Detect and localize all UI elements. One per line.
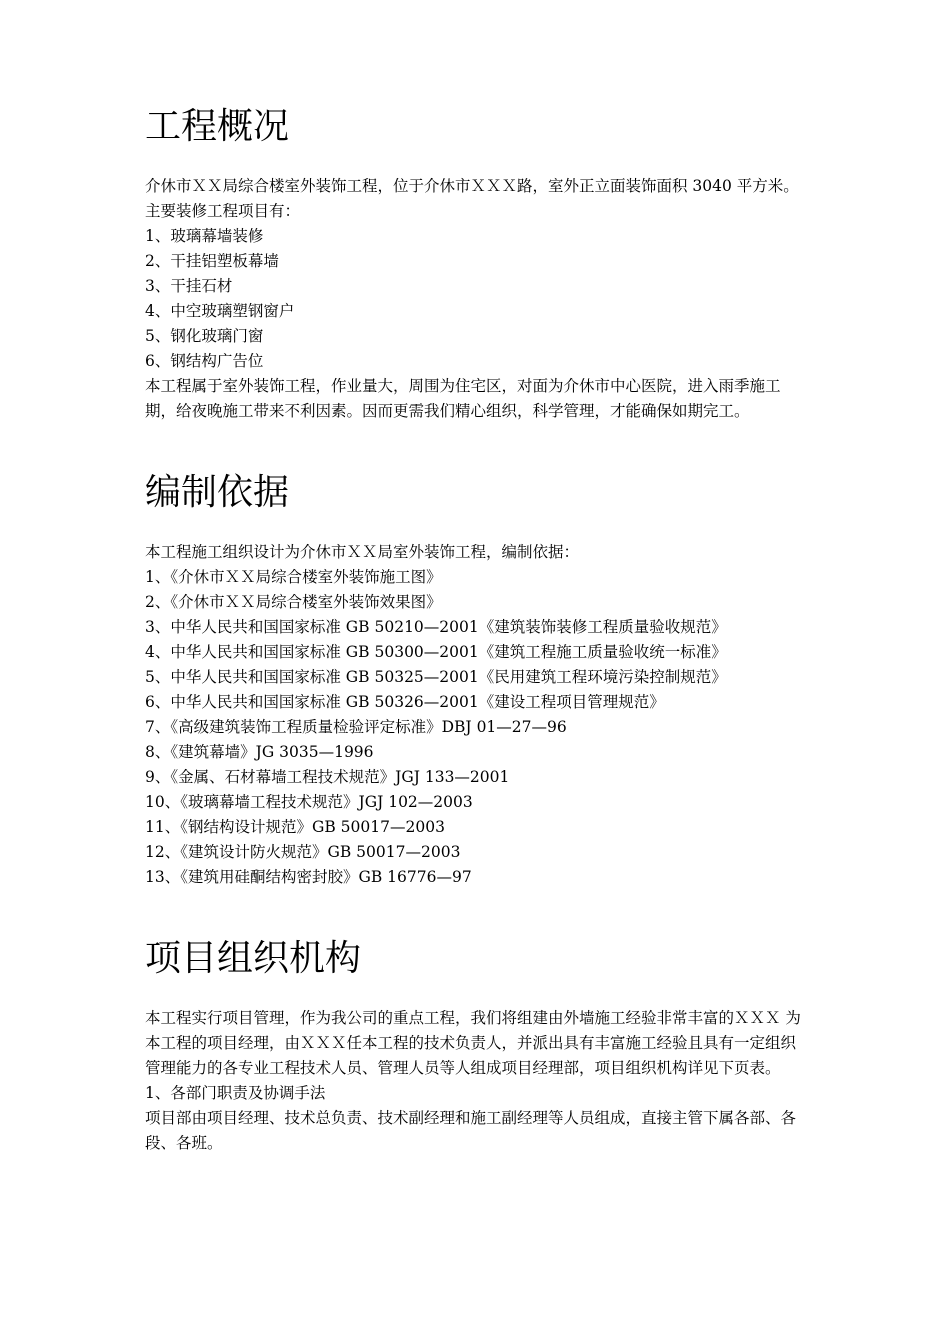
- list-item: 5、中华人民共和国国家标准 GB 50325—2001《民用建筑工程环境污染控制规范》: [145, 668, 727, 686]
- section-heading: 工程概况: [145, 106, 290, 147]
- list-item: 2、《介休市ＸＸ局综合楼室外装饰效果图》: [145, 593, 442, 611]
- section-project-overview: [145, 100, 810, 424]
- paragraph: 本工程施工组织设计为介休市ＸＸ局室外装饰工程，编制依据：: [145, 543, 580, 561]
- section-project-organization: [145, 932, 810, 1156]
- list-item: 3、中华人民共和国国家标准 GB 50210—2001《建筑装饰装修工程质量验收规范》: [145, 618, 727, 636]
- list-item: 6、钢结构广告位: [145, 352, 264, 370]
- paragraph: 主要装修工程项目有：: [145, 202, 301, 220]
- list-item: 8、《建筑幕墙》JG 3035—1996: [145, 743, 374, 761]
- list-item: 13、《建筑用硅酮结构密封胶》GB 16776—97: [145, 868, 472, 886]
- section-body: [145, 1006, 810, 1156]
- list-item: 3、干挂石材: [145, 277, 233, 295]
- list-item: 9、《金属、石材幕墙工程技术规范》JGJ 133—2001: [145, 768, 510, 786]
- list-item: 2、干挂铝塑板幕墙: [145, 252, 279, 270]
- list-item: 12、《建筑设计防火规范》GB 50017—2003: [145, 843, 461, 861]
- list-item: 11、《钢结构设计规范》GB 50017—2003: [145, 818, 445, 836]
- section-compilation-basis: [145, 466, 810, 890]
- paragraph: 介休市ＸＸ局综合楼室外装饰工程，位于介休市ＸＸＸ路，室外正立面装饰面积 3040 平方米。: [145, 177, 799, 195]
- list-item: 1、玻璃幕墙装修: [145, 227, 264, 245]
- section-heading: 项目组织机构: [145, 938, 362, 979]
- list-item: 4、中空玻璃塑钢窗户: [145, 302, 295, 320]
- list-item: 6、中华人民共和国国家标准 GB 50326—2001《建设工程项目管理规范》: [145, 693, 665, 711]
- list-item: 4、中华人民共和国国家标准 GB 50300—2001《建筑工程施工质量验收统一标准》: [145, 643, 727, 661]
- list-item: 5、钢化玻璃门窗: [145, 327, 264, 345]
- section-heading: 编制依据: [145, 472, 290, 513]
- paragraph: 项目部由项目经理、技术总负责、技术副经理和施工副经理等人员组成，直接主管下属各部、各段、各班。: [145, 1109, 797, 1152]
- paragraph: 本工程属于室外装饰工程，作业量大，周围为住宅区，对面为介休市中心医院，进入雨季施工期，给夜晚施工带来不利因素。因而更需我们精心组织，科学管理，才能确保如期完工。: [145, 377, 781, 420]
- list-item: 1、《介休市ＸＸ局综合楼室外装饰施工图》: [145, 568, 442, 586]
- section-body: [145, 174, 810, 424]
- paragraph: 本工程实行项目管理，作为我公司的重点工程，我们将组建由外墙施工经验非常丰富的ＸＸＸ 为本工程的项目经理，由ＸＸＸ任本工程的技术负责人，并派出具有丰富施工经验且具有一定组织管理能力的各专业工程技术人员、管理人员等人组成项目经理部，项目组织机构详见下页表。: [145, 1009, 801, 1077]
- list-item: 7、《高级建筑装饰工程质量检验评定标准》DBJ 01—27—96: [145, 718, 567, 736]
- list-item: 10、《玻璃幕墙工程技术规范》JGJ 102—2003: [145, 793, 473, 811]
- section-body: [145, 540, 810, 890]
- list-item: 1、各部门职责及协调手法: [145, 1084, 326, 1102]
